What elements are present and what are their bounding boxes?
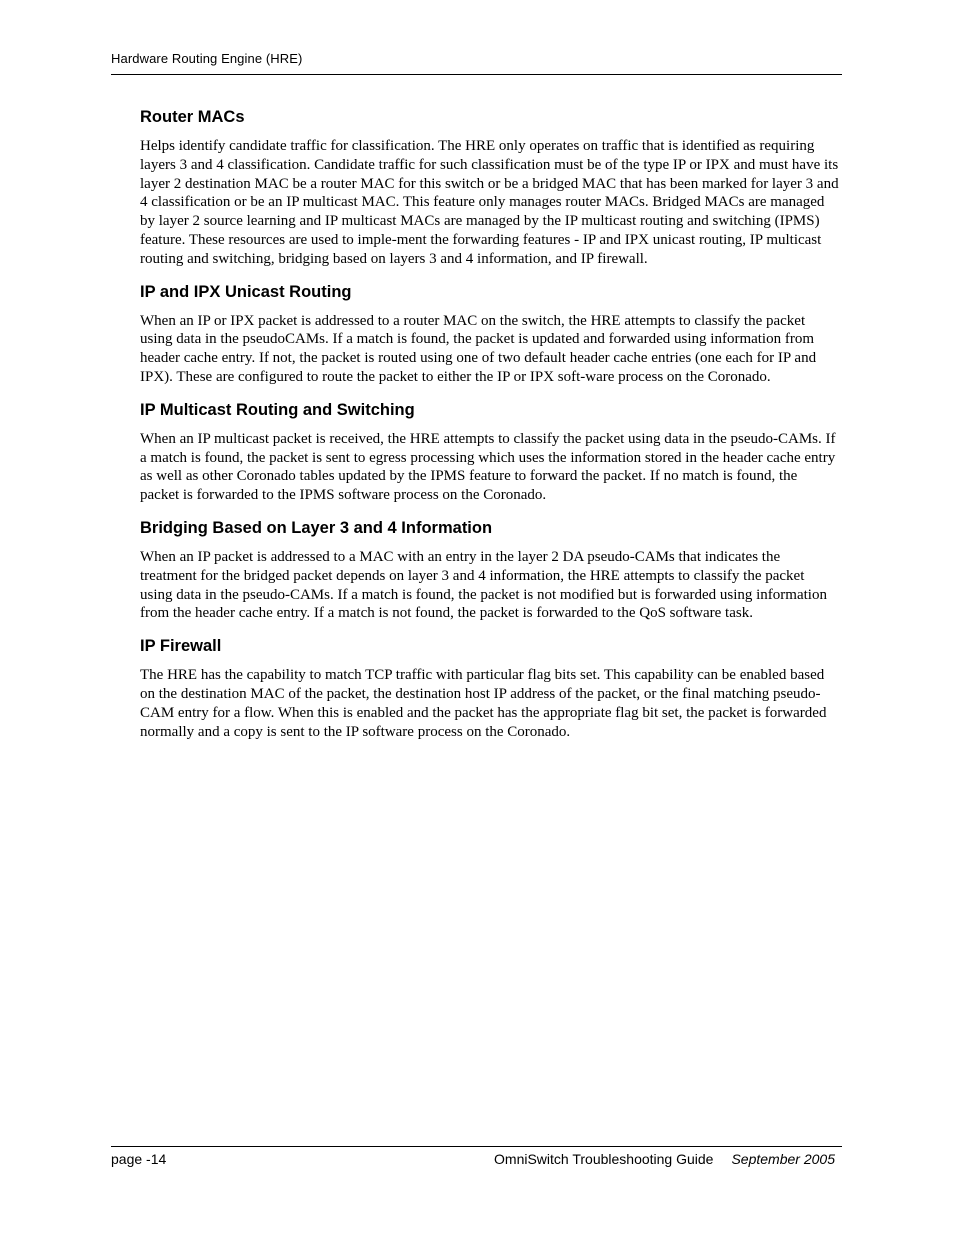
section-ip-ipx-unicast-routing	[140, 281, 840, 387]
section-heading: IP Multicast Routing and Switching	[140, 400, 415, 419]
footer-info	[494, 1151, 835, 1167]
section-body: Helps identify candidate traffic for classification. The HRE only operates on traffic that is identified as requiring layers 3 and 4 classification. Candidate traffic for such classification must be of the type IP or IPX and must have its layer 2 destination MAC be a router MAC for this switch or be a bridged MAC that has been marked for layer 3 and 4 classification or be an IP multicast MAC. This feature only manages router MACs. Bridged MACs are managed by layer 2 source learning and IP multicast MACs are managed by the IP multicast routing and switching (IPMS) feature. These resources are used to imple-ment the forwarding features - IP and IPX unicast routing, IP multicast routing and switching, bridging based on layers 3 and 4 information, and IP firewall.	[140, 138, 839, 267]
section-heading: IP and IPX Unicast Routing	[140, 282, 352, 301]
section-heading: Router MACs	[140, 108, 245, 126]
header-divider	[111, 74, 842, 75]
section-body: When an IP multicast packet is received, the HRE attempts to classify the packet using data in the pseudo-CAMs. If a match is found, the packet is sent to egress processing which uses the information stored in the header cache entry as well as other Coronado tables updated by the IPMS feature to forward the packet. If no match is found, the packet is forwarded to the IPMS software process on the Coronado.	[140, 430, 836, 504]
section-body: The HRE has the capability to match TCP traffic with particular flag bits set. This capability can be enabled based on the destination MAC of the packet, the destination host IP address of the packet, or the final matching pseudo-CAM entry for a flow. When this is enabled and the packet has the appropriate flag bit set, the packet is forwarded normally and a copy is sent to the IP software process on the Coronado.	[140, 667, 827, 740]
section-body: When an IP packet is addressed to a MAC with an entry in the layer 2 DA pseudo-CAMs that indicates the treatment for the bridged packet depends on layer 3 and 4 information, the HRE attempts to classify the packet using data in the pseudo-CAMs. If a match is found, the packet is not modified but is forwarded using information from the header cache entry. If a match is not found, the packet is forwarded to the QoS software task.	[140, 548, 827, 622]
footer-divider	[111, 1146, 842, 1147]
section-ip-firewall	[140, 635, 840, 741]
section-heading: Bridging Based on Layer 3 and 4 Information	[140, 518, 493, 537]
section-body: When an IP or IPX packet is addressed to a router MAC on the switch, the HRE attempts to classify the packet using data in the pseudoCAMs. If a match is found, the packet is updated and forwarded using information from header cache entry. If not, the packet is routed using one of two default header cache entries (one each for IP and IPX). These are configured to route the packet to either the IP or IPX soft-ware process on the Coronado.	[140, 312, 817, 385]
page-number: page -14	[111, 1151, 167, 1167]
section-heading: IP Firewall	[140, 637, 222, 656]
section-ip-multicast-routing	[140, 399, 840, 505]
section-bridging-layer-3-4	[140, 517, 840, 623]
publication-date: September 2005	[731, 1151, 835, 1167]
guide-title: OmniSwitch Troubleshooting Guide	[494, 1151, 714, 1167]
section-router-macs	[140, 106, 840, 269]
running-header: Hardware Routing Engine (HRE)	[111, 51, 303, 66]
page-content	[140, 106, 840, 753]
